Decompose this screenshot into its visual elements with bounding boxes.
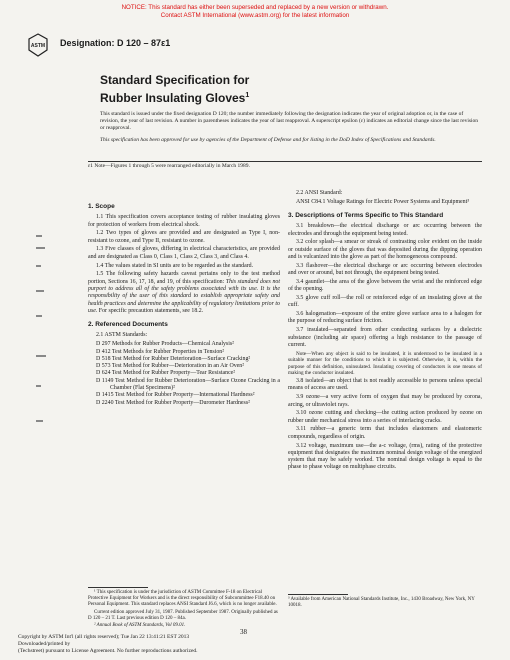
- definition-item: 3.12 voltage, maximum use—the a-c voltage, (rms), rating of the protective equipment that designates the maximum nominal design voltage of the energized system that may be safely worked. The nominal design voltage is equal to the phase to phase voltage on multiphase circuits.: [288, 442, 482, 471]
- section-heading-terms: 3. Descriptions of Terms Specific to This Standard: [288, 212, 444, 220]
- definition-item: 3.11 rubber—a generic term that includes elastomers and elastomeric compounds, regardless of origin.: [288, 426, 482, 440]
- designation: Designation: D 120 – 87ε1: [60, 38, 171, 48]
- astm-logo-icon: [28, 33, 48, 57]
- intro-block: [100, 111, 480, 149]
- definition-item: 3.2 color splash—a smear or streak of contrasting color evident on the inside or outside surface of the gloves that was deposited during the dipping operation and is vulcanized into the glove as part of the homogeneous compound.: [288, 239, 482, 261]
- definition-item: 3.3 flashover—the electrical discharge or arc occurring between electrodes and over or around, but not through, the equipment being tested.: [288, 262, 482, 277]
- reference-item: D 624 Test Method for Rubber Property—Tear Resistance²: [96, 370, 236, 377]
- intro-paragraph: This standard is issued under the fixed designation D 120; the number immediately following the designation indicates the year of original adoption or, in the case of revision, the year of last revision. A number in parentheses indicates the year of last reapproval. A superscript epsilon (ε) indicates an editorial change since the last revision or reapproval.: [100, 111, 479, 131]
- subheading-ansi-standard: 2.2 ANSI Standard:: [296, 190, 343, 196]
- notice-line-1: NOTICE: This standard has either been superseded and replaced by a new version or withdrawn.: [121, 4, 389, 11]
- definition-item: 3.6 halogenation—exposure of the entire glove surface area to a halogen for the purpose of reducing surface friction.: [288, 311, 482, 325]
- section-heading-scope: 1. Scope: [88, 203, 115, 210]
- license-line: (Techstreet) pursuant to License Agreement. No further reproductions authorized.: [18, 648, 198, 654]
- reference-item: D 518 Test Method for Rubber Deterioration—Surface Cracking²: [96, 355, 251, 362]
- reference-item: D 573 Test Method for Rubber—Deterioration in an Air Oven²: [96, 363, 244, 370]
- definition-item: 3.1 breakdown—the electrical discharge or arc occurring between the electrodes and through the equipment being tested.: [288, 223, 482, 237]
- document-title: [100, 73, 249, 106]
- footnote-divider: [288, 594, 348, 595]
- withdrawal-notice: [0, 4, 510, 20]
- definition-item: 3.9 ozone—a very active form of oxygen that may be produced by corona, arcing, or ultraviolet rays.: [288, 394, 482, 408]
- page-number: 38: [240, 628, 247, 636]
- dod-approval-paragraph: This specification has been approved for use by agencies of the Department of Defense and for listing in the DoD Index of Specifications and Standards.: [100, 137, 436, 143]
- definition-note: Note—When any object is said to be insulated, it is understood to be insulated in a suitable manner for the conditions to which it is subjected. Otherwise, it is, within the purpose of this definition, uninsulated. Insulating covering of conductors is one means of making the conductor insulated.: [288, 350, 482, 377]
- footnote-divider: [88, 587, 148, 588]
- notice-line-2[interactable]: Contact ASTM International (www.astm.org) for the latest information: [160, 12, 350, 19]
- reference-item: D 1415 Test Method for Rubber Property—International Hardness²: [96, 392, 255, 399]
- right-column: [288, 187, 482, 473]
- title-line-1: Standard Specification for: [100, 73, 250, 87]
- svg-text:ASTM: ASTM: [30, 43, 46, 49]
- reference-item: D 297 Methods for Rubber Products—Chemical Analysis²: [96, 341, 234, 348]
- footnote: ² Annual Book of ASTM Standards, Vol 09.01.: [94, 623, 186, 629]
- divider: [88, 161, 482, 162]
- paragraph-1-2: 1.2 Two types of gloves are provided and are designated as Type I, non-resistant to ozone, and Type II, resistant to ozone.: [88, 230, 280, 244]
- reference-item: D 412 Test Methods for Rubber Properties in Tension²: [96, 348, 225, 355]
- definition-item: 3.7 insulated—separated from other conducting surfaces by a dielectric substance (including air space) offering a high resistance to the passage of current.: [288, 327, 482, 348]
- subheading-astm-standards: 2.1 ASTM Standards:: [96, 332, 148, 339]
- footnote: Current edition approved July 31, 1987. Published September 1987. Originally published as D 120 – 21 T. Last previous edition D 120 – 84a.: [88, 609, 278, 621]
- footnote: ¹ This specification is under the jurisdiction of ASTM Committee F-18 on Electrical Protective Equipment for Workers and is the direct responsibility of Subcommittee F18.40 on Personal Equipment. This standard replaces ANSI Standard J6.6, which is no longer available.: [88, 590, 277, 608]
- copyright-line: Copyright by ASTM Int'l (all rights reserved); Tue Jan 22 13:41:21 EST 2013: [18, 634, 190, 640]
- paragraph-1-1: 1.1 This specification covers acceptance testing of rubber insulating gloves for protection of workers from electrical shock.: [88, 214, 280, 228]
- footnotes-left: [88, 590, 280, 630]
- left-column: [88, 197, 280, 407]
- definition-item: 3.5 glove cuff roll—the roll or reinforced edge of an insulating glove at the cuff.: [288, 295, 482, 309]
- title-line-2: Rubber Insulating Gloves: [100, 91, 246, 105]
- definition-item: 3.10 ozone cutting and checking—the cutting action produced by ozone on rubber under mechanical stress into a series of interlacing cracks.: [288, 410, 482, 424]
- reference-item: D 2240 Test Method for Rubber Property—Durometer Hardness²: [96, 399, 250, 406]
- paragraph-1-5: 1.5 The following safety hazards caveat pertains only to the test method portion, Sections 16, 17, 18, and 19, of this specification: This standard does not purport to address all of the safety problems associated with its use. It is the responsibility of the user of this standard to establish appropriate safety and health practices and determine the applicability of regulatory limitations prior to use. For specific precaution statements, see 18.2.: [88, 271, 280, 314]
- title-footnote-ref: 1: [245, 92, 250, 99]
- copyright-footer: [18, 634, 198, 655]
- editorial-note: ε1 Note—Figures 1 through 5 were rearranged editorially in March 1989.: [88, 163, 250, 169]
- definition-item: 3.4 gauntlet—the area of the glove between the wrist and the reinforced edge of the opening.: [288, 278, 482, 293]
- footnote-right: ³ Available from American National Standards Institute, Inc., 1430 Broadway, New York, NY 10018.: [288, 597, 475, 609]
- download-line: Downloaded/printed by: [18, 641, 71, 647]
- paragraph-1-4: 1.4 The values stated in SI units are to be regarded as the standard.: [96, 262, 254, 269]
- reference-item: ANSI C84.1 Voltage Ratings for Electric Power Systems and Equipment³: [296, 198, 470, 205]
- section-heading-referenced-documents: 2. Referenced Documents: [88, 321, 168, 329]
- reference-item: D 1149 Test Method for Rubber Deterioration—Surface Ozone Cracking in a Chamber (Flat Specimens)²: [96, 377, 280, 392]
- margin-marks: [36, 235, 50, 425]
- definition-item: 3.8 isolated—an object that is not readily accessible to persons unless special means of access are used.: [288, 378, 482, 392]
- paragraph-1-3: 1.3 Five classes of gloves, differing in electrical characteristics, are provided and are designated as Class 0, Class 1, Class 2, Class 3, and Class 4.: [88, 246, 280, 260]
